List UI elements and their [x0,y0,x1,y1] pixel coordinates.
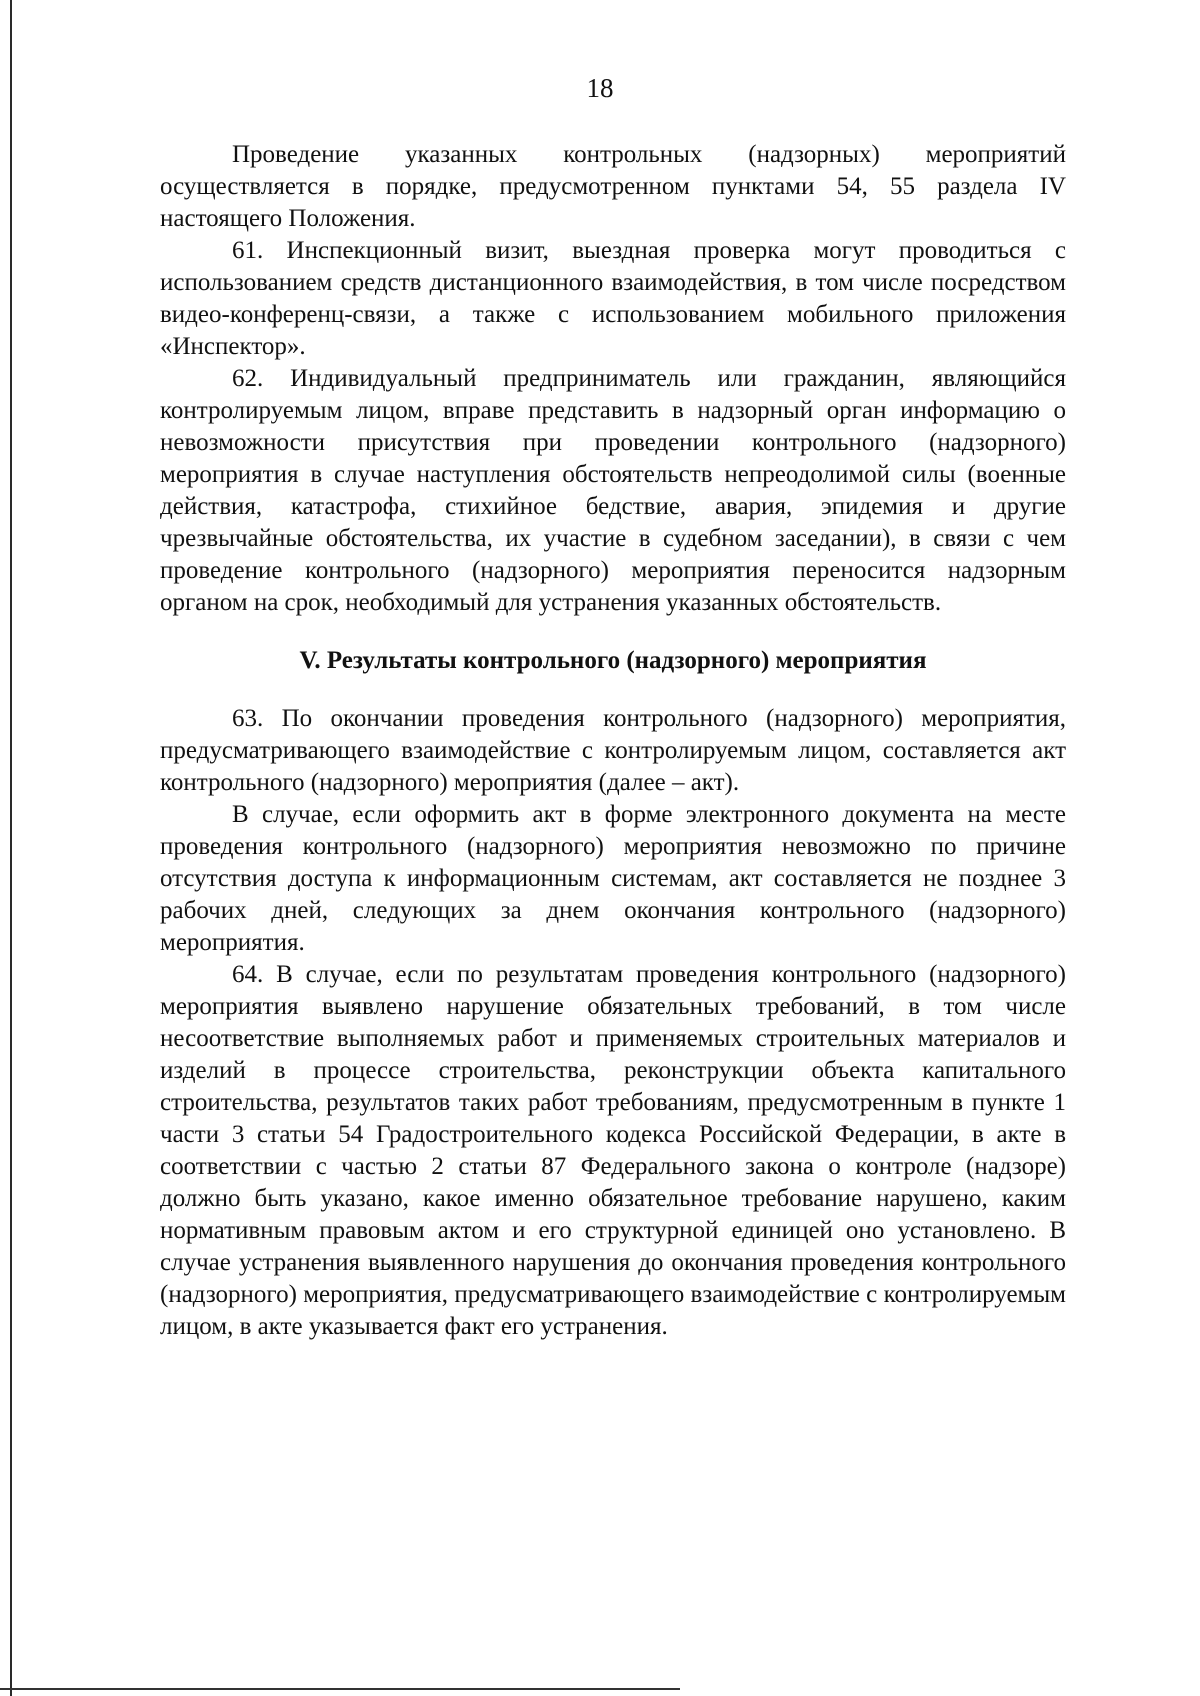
paragraph-62: 62. Индивидуальный предприниматель или гражданин, являющийся контролируемым лицом, вправе представить в надзорный орган информацию о невозможности присутствия при проведении контрольного (надзорного) мероприятия в случае наступления обстоятельств непреодолимой силы (военные действия, катастрофа, стихийное бедствие, авария, эпидемия и другие чрезвычайные обстоятельства, их участие в судебном заседании), в связи с чем проведение контрольного (надзорного) мероприятия переносится надзорным органом на срок, необходимый для устранения указанных обстоятельств. [160,365,1066,616]
scan-edge-left [10,0,12,1696]
section-heading: V. Результаты контрольного (надзорного) мероприятия [299,647,927,674]
paragraph-61: 61. Инспекционный визит, выездная проверка могут проводиться с использованием средств дистанционного взаимодействия, в том числе посредством видео-конференц-связи, а также с использованием мобильного приложения «Инспектор». [160,237,1066,360]
paragraph-63: 63. По окончании проведения контрольного (надзорного) мероприятия, предусматривающего взаимодействие с контролируемым лицом, составляется акт контрольного (надзорного) мероприятия (далее – акт). [160,705,1066,796]
page-number: 18 [586,73,614,103]
paragraph-intro: Проведение указанных контрольных (надзорных) мероприятий осуществляется в порядке, предусмотренном пунктами 54, 55 раздела IV настоящего Положения. [160,141,1066,232]
paragraph-64: 64. В случае, если по результатам проведения контрольного (надзорного) мероприятия выявлено нарушение обязательных требований, в том числе несоответствие выполняемых работ и применяемых строительных материалов и изделий в процессе строительства, реконструкции объекта капитального строительства, результатов таких работ требованиям, предусмотренным в пункте 1 части 3 статьи 54 Градостроительного кодекса Российской Федерации, в акте в соответствии с частью 2 статьи 87 Федерального закона о контроле (надзоре) должно быть указано, какое именно обязательное требование нарушено, каким нормативным правовым актом и его структурной единицей оно установлено. В случае устранения выявленного нарушения до окончания проведения контрольного (надзорного) мероприятия, предусматривающего взаимодействие с контролируемым лицом, в акте указывается факт его устранения. [160,961,1066,1340]
scan-edge-bottom [0,1688,680,1690]
paragraph-63-continuation: В случае, если оформить акт в форме электронного документа на месте проведения контрольного (надзорного) мероприятия невозможно по причине отсутствия доступа к информационным системам, акт составляется не позднее 3 рабочих дней, следующих за днем окончания контрольного (надзорного) мероприятия. [160,801,1066,956]
document-body [160,139,1066,1343]
